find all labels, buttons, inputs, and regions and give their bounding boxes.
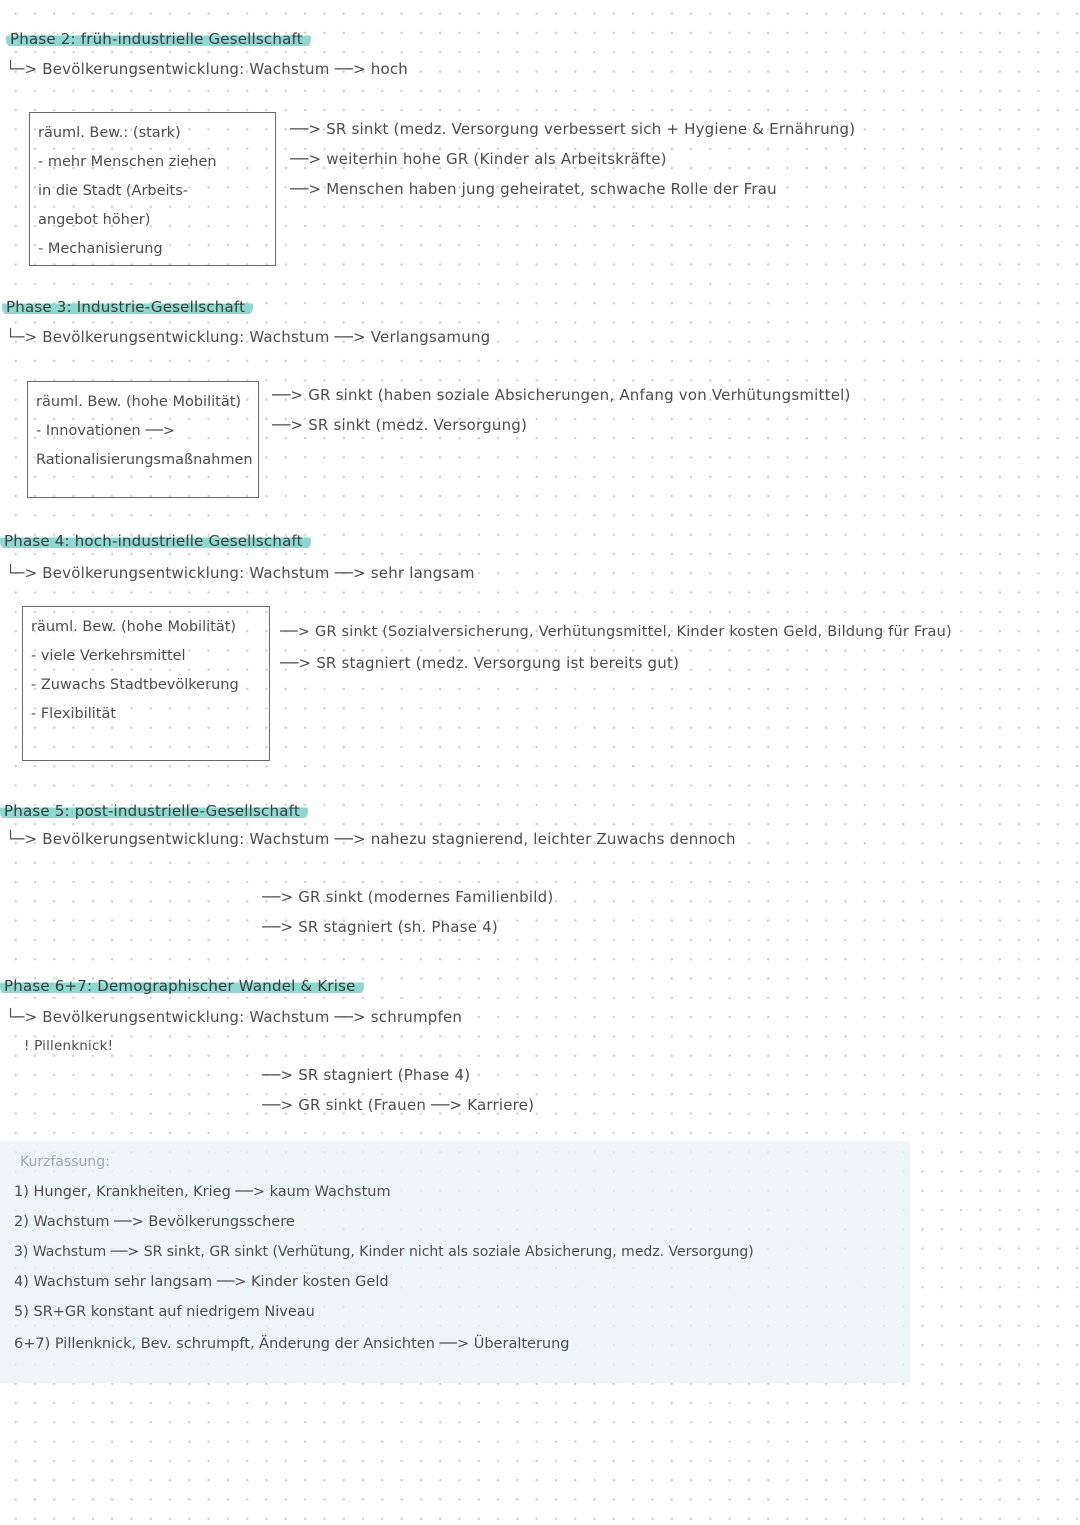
phase4-title: Phase 4: hoch-industrielle Gesellschaft <box>0 532 311 550</box>
phase67-population-line: └─> Bevölkerungsentwicklung: Wachstum ──> schrumpfen <box>6 1008 463 1026</box>
summary-item: 5) SR+GR konstant auf niedrigem Niveau <box>14 1304 315 1320</box>
phase2-box-line: angebot höher) <box>38 212 151 228</box>
phase3-population-line: └─> Bevölkerungsentwicklung: Wachstum ──> Verlangsamung <box>6 328 491 346</box>
summary-title: Kurzfassung: <box>20 1154 110 1170</box>
phase2-note: ──> Menschen haben jung geheiratet, schwache Rolle der Frau <box>290 180 777 198</box>
phase2-box <box>29 112 276 266</box>
phase4-box-line: - Zuwachs Stadtbevölkerung <box>31 677 239 693</box>
phase3-box-line: räuml. Bew. (hohe Mobilität) <box>36 394 242 410</box>
phase4-note: ──> GR sinkt (Sozialversicherung, Verhütungsmittel, Kinder kosten Geld, Bildung für Frau) <box>280 624 952 640</box>
phase2-note: ──> SR sinkt (medz. Versorgung verbessert sich + Hygiene & Ernährung) <box>290 120 856 138</box>
phase4-box <box>22 606 270 761</box>
phase3-box-line: - Innovationen ──> <box>36 423 175 439</box>
phase67-side-note: ! Pillenknick! <box>24 1038 114 1054</box>
phase4-note: ──> SR stagniert (medz. Versorgung ist bereits gut) <box>280 654 680 672</box>
phase3-title: Phase 3: Industrie-Gesellschaft <box>2 298 253 316</box>
phase2-box-line: - mehr Menschen ziehen <box>38 154 217 170</box>
phase2-note: ──> weiterhin hohe GR (Kinder als Arbeitskräfte) <box>290 150 667 168</box>
phase3-note: ──> GR sinkt (haben soziale Absicherungen, Anfang von Verhütungsmittel) <box>272 386 851 404</box>
summary-item: 3) Wachstum ──> SR sinkt, GR sinkt (Verhütung, Kinder nicht als soziale Absicherung, medz. Versorgung) <box>14 1244 754 1260</box>
summary-item: 6+7) Pillenknick, Bev. schrumpft, Änderung der Ansichten ──> Überalterung <box>14 1336 570 1352</box>
phase5-note: ──> GR sinkt (modernes Familienbild) <box>262 888 554 906</box>
phase5-title: Phase 5: post-industrielle-Gesellschaft <box>0 802 308 820</box>
phase2-box-line: in die Stadt (Arbeits- <box>38 183 189 199</box>
phase4-box-line: - viele Verkehrsmittel <box>31 648 186 664</box>
summary-item: 2) Wachstum ──> Bevölkerungsschere <box>14 1214 295 1230</box>
phase67-note: ──> SR stagniert (Phase 4) <box>262 1066 471 1084</box>
phase2-population-line: └─> Bevölkerungsentwicklung: Wachstum ──> hoch <box>6 60 408 78</box>
phase4-box-line: - Flexibilität <box>31 706 117 722</box>
phase2-box-line: räuml. Bew.: (stark) <box>38 125 181 141</box>
phase3-box <box>27 381 259 498</box>
phase67-title: Phase 6+7: Demographischer Wandel & Krise <box>0 977 364 995</box>
phase4-box-line: räuml. Bew. (hohe Mobilität) <box>31 619 237 635</box>
phase3-note: ──> SR sinkt (medz. Versorgung) <box>272 416 528 434</box>
summary-item: 4) Wachstum sehr langsam ──> Kinder kosten Geld <box>14 1274 389 1290</box>
summary-item: 1) Hunger, Krankheiten, Krieg ──> kaum Wachstum <box>14 1184 391 1200</box>
phase2-box-line: - Mechanisierung <box>38 241 163 257</box>
phase5-note: ──> SR stagniert (sh. Phase 4) <box>262 918 498 936</box>
phase3-box-line: Rationalisierungsmaßnahmen <box>36 452 253 468</box>
phase5-population-line: └─> Bevölkerungsentwicklung: Wachstum ──> nahezu stagnierend, leichter Zuwachs dennoch <box>6 830 736 848</box>
phase2-title: Phase 2: früh-industrielle Gesellschaft <box>6 30 311 48</box>
phase4-population-line: └─> Bevölkerungsentwicklung: Wachstum ──> sehr langsam <box>6 564 475 582</box>
phase67-note: ──> GR sinkt (Frauen ──> Karriere) <box>262 1096 535 1114</box>
